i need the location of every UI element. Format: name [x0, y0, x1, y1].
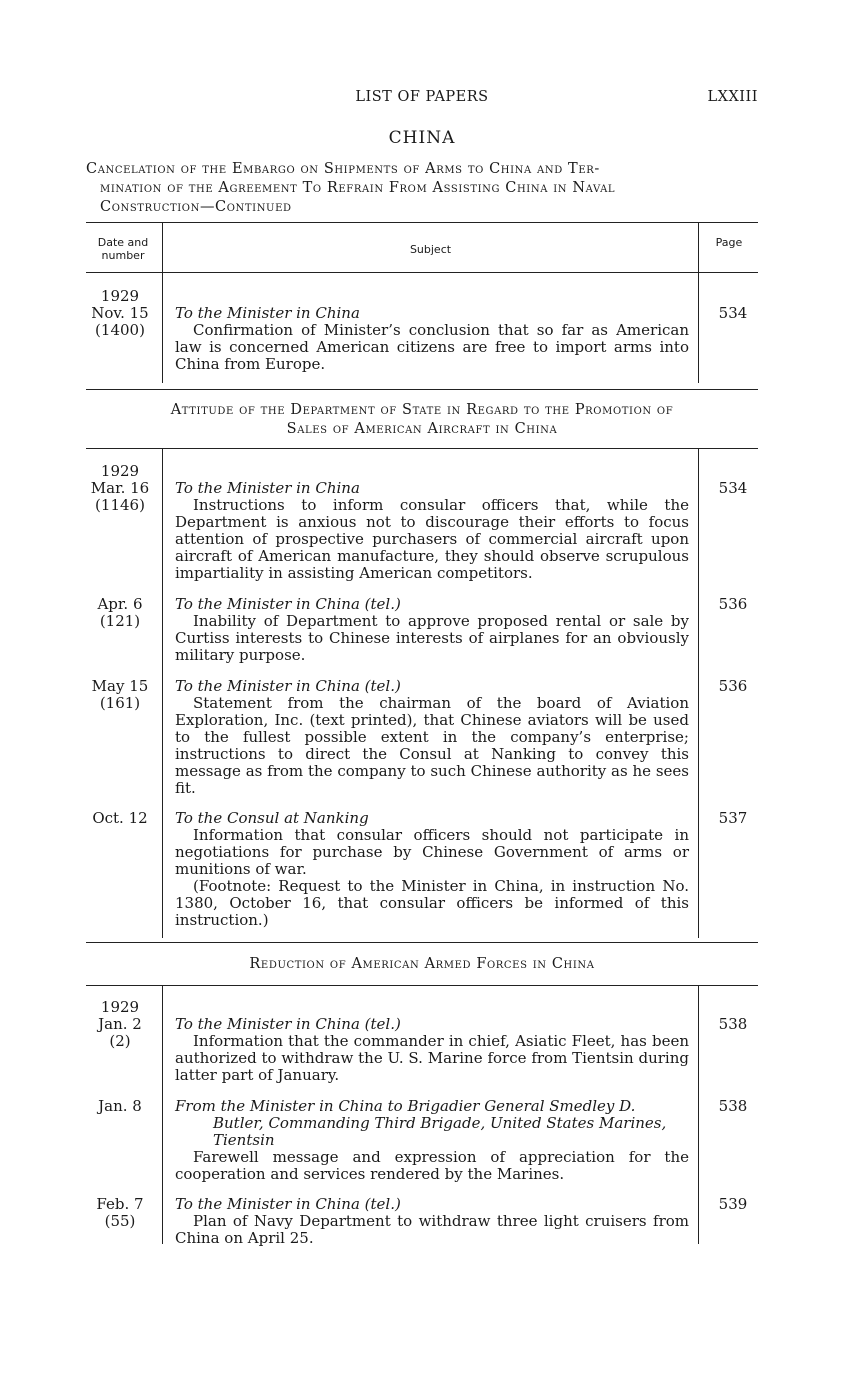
section-rule	[86, 942, 758, 943]
section-title-aircraft	[86, 401, 758, 439]
entry-date	[86, 288, 154, 339]
entry-description: Plan of Navy Department to withdraw three light cruisers from China on April 25.	[175, 1212, 689, 1247]
entry-day: Nov. 15	[91, 304, 149, 322]
entry-date	[86, 1196, 154, 1230]
column-divider	[698, 448, 699, 938]
header-page: Page	[715, 236, 743, 249]
entry-addressee: To the Minister in China (tel.)	[175, 677, 401, 695]
entry-page: 538	[718, 1097, 748, 1115]
entry-number: (121)	[99, 612, 141, 630]
entry-number: (55)	[104, 1212, 136, 1230]
entry-subject	[175, 1196, 689, 1247]
entry-year: 1929	[100, 462, 140, 480]
entry-subject	[175, 1098, 689, 1183]
entry-date	[86, 596, 154, 630]
entry-day: Jan. 2	[98, 1015, 142, 1033]
entry-number: (1146)	[95, 496, 145, 514]
entry-page: 537	[718, 809, 748, 827]
entry-number: (1400)	[95, 321, 145, 339]
entry-subject	[175, 305, 689, 373]
entry-number: (2)	[109, 1032, 131, 1050]
entry-page: 536	[718, 677, 748, 695]
country-heading: CHINA	[388, 128, 456, 148]
section-title-line: mination of the Agreement To Refrain From Assisting China in Naval	[100, 180, 616, 196]
entry-date	[86, 810, 154, 827]
entry-addressee: To the Consul at Nanking	[175, 809, 369, 827]
entry-addressee: To the Minister in China	[175, 479, 360, 497]
entry-page: 534	[718, 304, 748, 322]
section-title-line: Sales of American Aircraft in China	[286, 421, 558, 437]
entry-number: (161)	[99, 694, 141, 712]
page-number: LXXIII	[707, 89, 758, 105]
entry-description: Instructions to inform consular officers that, while the Department is anxious not to discourage their efforts to focus attention of prospective purchasers of commercial aircraft upon aircraft of American manufacture, they should observe scrupulous impartiality in assisting American competitors.	[175, 496, 689, 582]
entry-year: 1929	[100, 287, 140, 305]
entry-date	[86, 463, 154, 514]
running-head-title: LIST OF PAPERS	[355, 89, 489, 105]
entry-addressee: From the Minister in China to Brigadier General Smedley D. Butler, Commanding Third Brigade, United States Marines, Tientsin	[175, 1097, 667, 1149]
section-title-armed-forces: Reduction of American Armed Forces in China	[249, 956, 595, 972]
entry-page: 536	[718, 595, 748, 613]
entry-description: Farewell message and expression of appreciation for the cooperation and services rendered by the Marines.	[175, 1148, 689, 1183]
running-head	[86, 89, 758, 109]
section-title-line: Cancelation of the Embargo on Shipments of Arms to China and Ter-	[86, 161, 600, 177]
entry-description: Information that the commander in chief, Asiatic Fleet, has been authorized to withdraw the U. S. Marine force from Tientsin during latter part of January.	[175, 1032, 689, 1084]
table-top-rule	[86, 448, 758, 449]
entry-year: 1929	[100, 998, 140, 1016]
entry-description: Confirmation of Minister’s conclusion that so far as American law is concerned American citizens are free to import arms into China from Europe.	[175, 321, 689, 373]
entry-day: Oct. 12	[92, 809, 148, 827]
entry-page: 534	[718, 479, 748, 497]
entry-day: May 15	[91, 677, 149, 695]
header-subject: Subject	[409, 243, 452, 256]
entry-addressee: To the Minister in China (tel.)	[175, 595, 401, 613]
entry-subject	[175, 1016, 689, 1084]
entry-day: Feb. 7	[96, 1195, 144, 1213]
entry-date	[86, 1098, 154, 1115]
entry-date	[86, 999, 154, 1050]
entry-page: 538	[718, 1015, 748, 1033]
entry-day: Apr. 6	[97, 595, 143, 613]
column-divider	[698, 985, 699, 1244]
entry-subject	[175, 480, 689, 582]
column-divider	[162, 985, 163, 1244]
section-rule	[86, 389, 758, 390]
table-top-rule	[86, 222, 758, 223]
entry-addressee: To the Minister in China (tel.)	[175, 1015, 401, 1033]
column-divider	[698, 222, 699, 383]
entry-subject	[175, 596, 689, 664]
section-title-embargo	[86, 160, 758, 217]
table-header-rule	[86, 272, 758, 273]
entry-day: Jan. 8	[98, 1097, 142, 1115]
entry-addressee: To the Minister in China	[175, 304, 360, 322]
section-title-line: Construction—Continued	[100, 199, 292, 215]
entry-date	[86, 678, 154, 712]
section-title-line: Attitude of the Department of State in Regard to the Promotion of	[170, 402, 674, 418]
header-date: Date and number	[97, 236, 149, 262]
table-top-rule	[86, 985, 758, 986]
entry-subject	[175, 810, 689, 929]
entry-footnote: (Footnote: Request to the Minister in China, in instruction No. 1380, October 16, that consular officers be informed of this instruction.)	[175, 877, 689, 929]
column-divider	[162, 222, 163, 383]
entry-page: 539	[718, 1195, 748, 1213]
entry-subject	[175, 678, 689, 797]
entry-addressee: To the Minister in China (tel.)	[175, 1195, 401, 1213]
column-divider	[162, 448, 163, 938]
entry-description: Information that consular officers should not participate in negotiations for purchase by Chinese Government of arms or munitions of war.	[175, 826, 689, 878]
entry-description: Inability of Department to approve proposed rental or sale by Curtiss interests to Chinese interests of airplanes for an obviously military purpose.	[175, 612, 689, 664]
entry-day: Mar. 16	[90, 479, 150, 497]
entry-description: Statement from the chairman of the board of Aviation Exploration, Inc. (text printed), that Chinese aviators will be used to the fullest possible extent in the company’s enterprise; instructions to direct the Consul at Nanking to convey this message as from the company to such Chinese authority as he sees fit.	[175, 694, 689, 797]
